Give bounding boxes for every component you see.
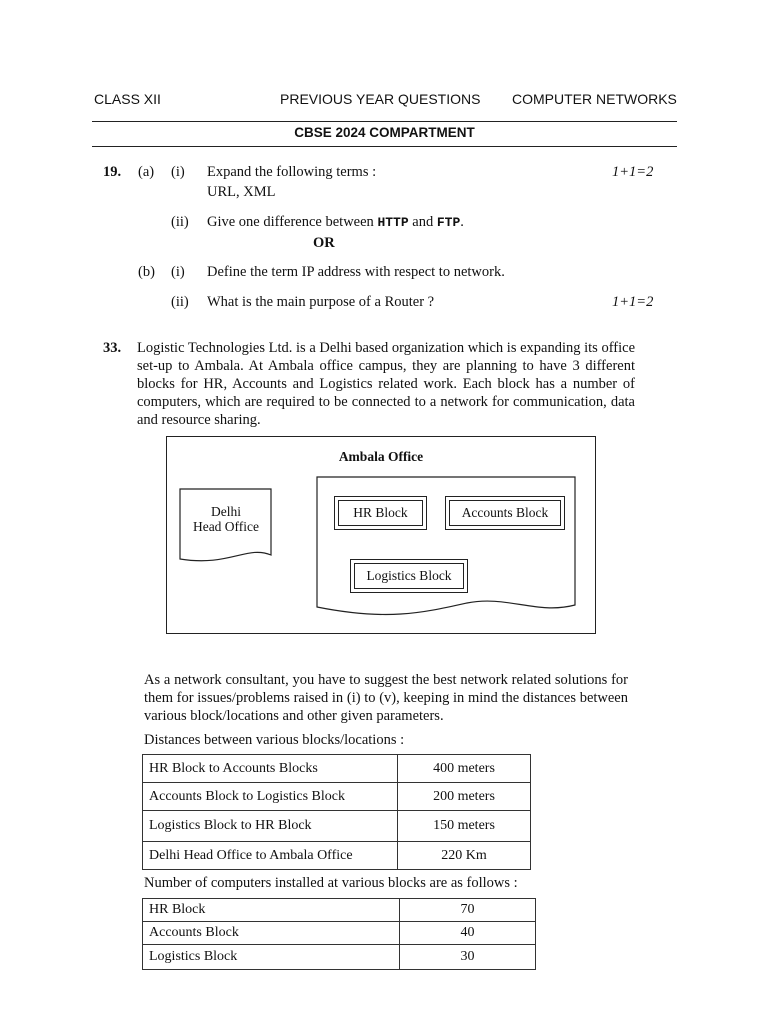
q19-b-ii-label: (ii): [171, 294, 189, 310]
table-row: [143, 811, 531, 842]
table-row: [143, 783, 531, 811]
header-title: PREVIOUS YEAR QUESTIONS: [280, 91, 481, 107]
table-row: [143, 755, 531, 783]
count-cell: 30: [400, 945, 536, 970]
q19-a-i-label: (i): [171, 164, 185, 180]
block-cell: Accounts Block: [143, 922, 400, 945]
logistics-block-label: Logistics Block: [354, 563, 464, 589]
distance-cell: 400 meters: [398, 755, 531, 783]
figure-shapes: [167, 437, 597, 635]
header-rule-bottom: [92, 146, 677, 147]
q19-b-i-text: Define the term IP address with respect to network.: [207, 264, 505, 280]
q19-b-marks: 1+1=2: [612, 294, 654, 310]
route-cell: Delhi Head Office to Ambala Office: [143, 842, 398, 870]
table-row: [143, 945, 536, 970]
section-title: CBSE 2024 COMPARTMENT: [294, 125, 475, 140]
count-cell: 70: [400, 899, 536, 922]
distance-cell: 150 meters: [398, 811, 531, 842]
accounts-block-label: Accounts Block: [449, 500, 561, 526]
route-cell: Logistics Block to HR Block: [143, 811, 398, 842]
block-cell: HR Block: [143, 899, 400, 922]
q19-a-ii-label: (ii): [171, 214, 189, 230]
q19-b-i-label: (i): [171, 264, 185, 280]
q19-part-a: (a): [138, 164, 155, 180]
table-row: [143, 842, 531, 870]
q19-b-ii-text: What is the main purpose of a Router ?: [207, 294, 435, 310]
accounts-block: [445, 496, 565, 530]
logistics-block: [350, 559, 468, 593]
header-subject: COMPUTER NETWORKS: [512, 91, 677, 107]
q19-part-b: (b): [138, 264, 155, 280]
route-cell: Accounts Block to Logistics Block: [143, 783, 398, 811]
q19-a-ii-text: Give one difference between HTTP and FTP.: [207, 214, 464, 230]
delhi-office-label: Delhi Head Office: [192, 504, 260, 534]
header-class: CLASS XII: [94, 91, 161, 107]
figure-title: Ambala Office: [338, 449, 424, 464]
distance-cell: 220 Km: [398, 842, 531, 870]
http-term: HTTP: [377, 215, 409, 230]
route-cell: HR Block to Accounts Blocks: [143, 755, 398, 783]
q33-number: 33.: [103, 340, 122, 356]
consultant-paragraph: As a network consultant, you have to suggest the best network related solutions for them for issues/problems raised in (i) to (v), keeping in mind the distances between various block/locations and other given parameters.: [144, 672, 628, 724]
header-rule-top: [92, 121, 677, 122]
hr-block-label: HR Block: [338, 500, 423, 526]
block-cell: Logistics Block: [143, 945, 400, 970]
distances-table: [142, 754, 531, 870]
computers-table: [142, 898, 536, 970]
q33-intro: Logistic Technologies Ltd. is a Delhi based organization which is expanding its office set-up to Ambala. At Ambala office campus, they are planning to have 3 different blocks for HR, Accounts and Logistics related work. Each block has a number of computers, which are required to be connected to a network for communication, data and resource sharing.: [137, 340, 635, 428]
table-row: [143, 922, 536, 945]
q19-or: OR: [313, 235, 335, 251]
q19-a-marks: 1+1=2: [612, 164, 654, 180]
q19-a-i-terms: URL, XML: [207, 184, 276, 200]
count-cell: 40: [400, 922, 536, 945]
distances-heading: Distances between various blocks/locations :: [144, 732, 405, 748]
computers-heading: Number of computers installed at various blocks are as follows :: [144, 875, 518, 891]
ambala-office-figure: [166, 436, 596, 634]
q19-number: 19.: [103, 164, 122, 180]
distance-cell: 200 meters: [398, 783, 531, 811]
q19-a-i-text: Expand the following terms :: [207, 164, 377, 180]
hr-block: [334, 496, 427, 530]
table-row: [143, 899, 536, 922]
ftp-term: FTP: [436, 215, 461, 230]
